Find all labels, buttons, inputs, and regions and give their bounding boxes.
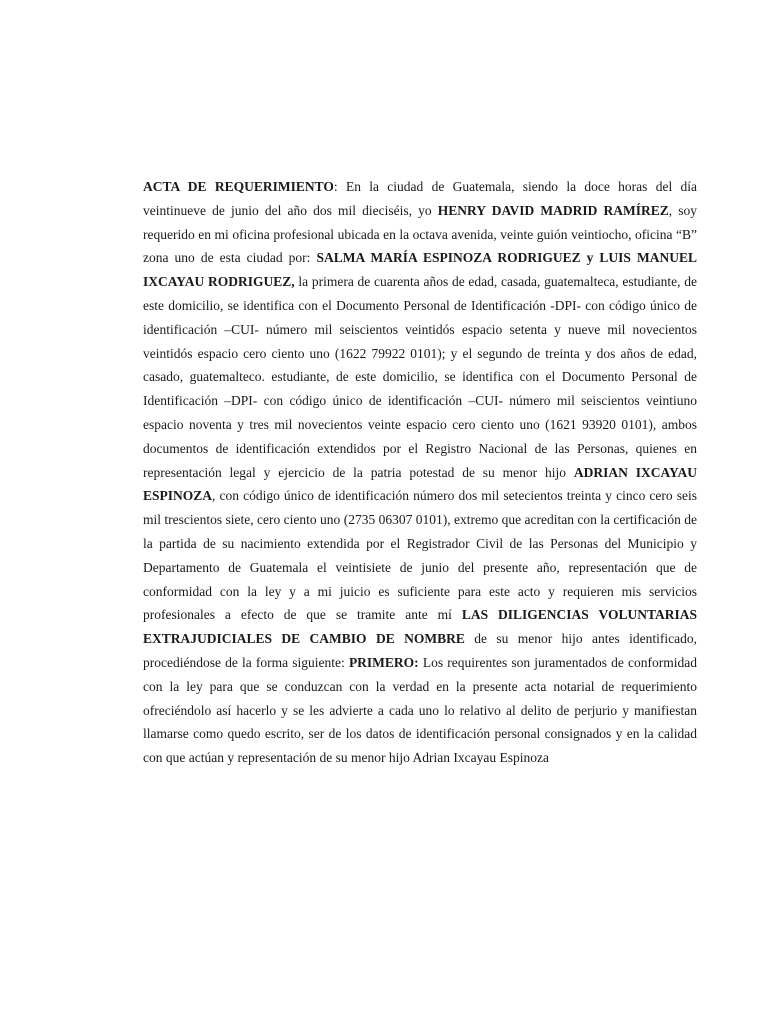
minor-name: ADRIAN IXCAYAU ESPINOZA [143, 464, 697, 504]
body-text: , soy requerido en mi oficina profesional ubicada en la octava avenida, veinte guión veintiocho, oficina “B” zona uno de esta ciudad por: [143, 202, 697, 266]
notary-name: HENRY DAVID MADRID RAMÍREZ [437, 202, 669, 218]
body-text: Los requirentes son juramentados de conformidad con la ley para que se conduzcan con la verdad en la presente acta notarial de requerimiento ofreciéndolo así hacerlo y se les advierte a cada uno lo relativo al delito de perjurio y manifiestan llamarse como quedo escrito, ser de los datos de identificación personal consignados y en la calidad con que actúan y representación de su menor hijo Adrian Ixcayau Espinoza [143, 654, 698, 766]
clause-label: PRIMERO: [348, 654, 419, 670]
document-paragraph [143, 175, 697, 770]
body-text: , con código único de identificación número dos mil setecientos treinta y cinco cero seis mil trescientos siete, cero ciento uno (2735 06307 0101), extremo que acreditan con la certificación de la partida de su nacimiento extendida por el Registrador Civil de las Personas del Municipio y Departamento de Guatemala el veintisiete de junio del presente año, representación que de conformidad con la ley y a mi juicio es suficiente para este acto y requieren mis servicios profesionales a efecto de que se tramite ante mí [143, 488, 697, 623]
document-text [143, 175, 697, 770]
body-text: de su menor hijo antes identificado, procediéndose de la forma siguiente: [143, 631, 697, 670]
act-heading: ACTA DE REQUERIMIENTO [143, 179, 334, 194]
body-text: la primera de cuarenta años de edad, casada, guatemalteca, estudiante, de este domicilio, se identifica con el Documento Personal de Identificación -DPI- con código único de identificación –CUI- número mil seiscientos veintidós espacio setenta y nueve mil novecientos veintidós espacio cero ciento uno (1622 79922 0101); y el segundo de treinta y dos años de edad, casado, guatemalteco. estudiante, de este domicilio, se identifica con el Documento Personal de Identificación –DPI- con código único de identificación –CUI- número mil seiscientos veintiuno espacio noventa y tres mil novecientos veinte espacio cero ciento uno (1621 93920 0101), ambos documentos de identificación extendidos por el Registro Nacional de las Personas, quienes en representación legal y ejercicio de la patria potestad de su menor hijo [143, 274, 697, 480]
procedure-name: LAS DILIGENCIAS VOLUNTARIAS EXTRAJUDICIALES DE CAMBIO DE NOMBRE [143, 607, 697, 647]
body-text: : En la ciudad de Guatemala, siendo la doce horas del día veintinueve de junio del año dos mil dieciséis, yo [143, 179, 697, 218]
requirent-names: SALMA MARÍA ESPINOZA RODRIGUEZ y LUIS MANUEL IXCAYAU RODRIGUEZ, [143, 250, 697, 290]
